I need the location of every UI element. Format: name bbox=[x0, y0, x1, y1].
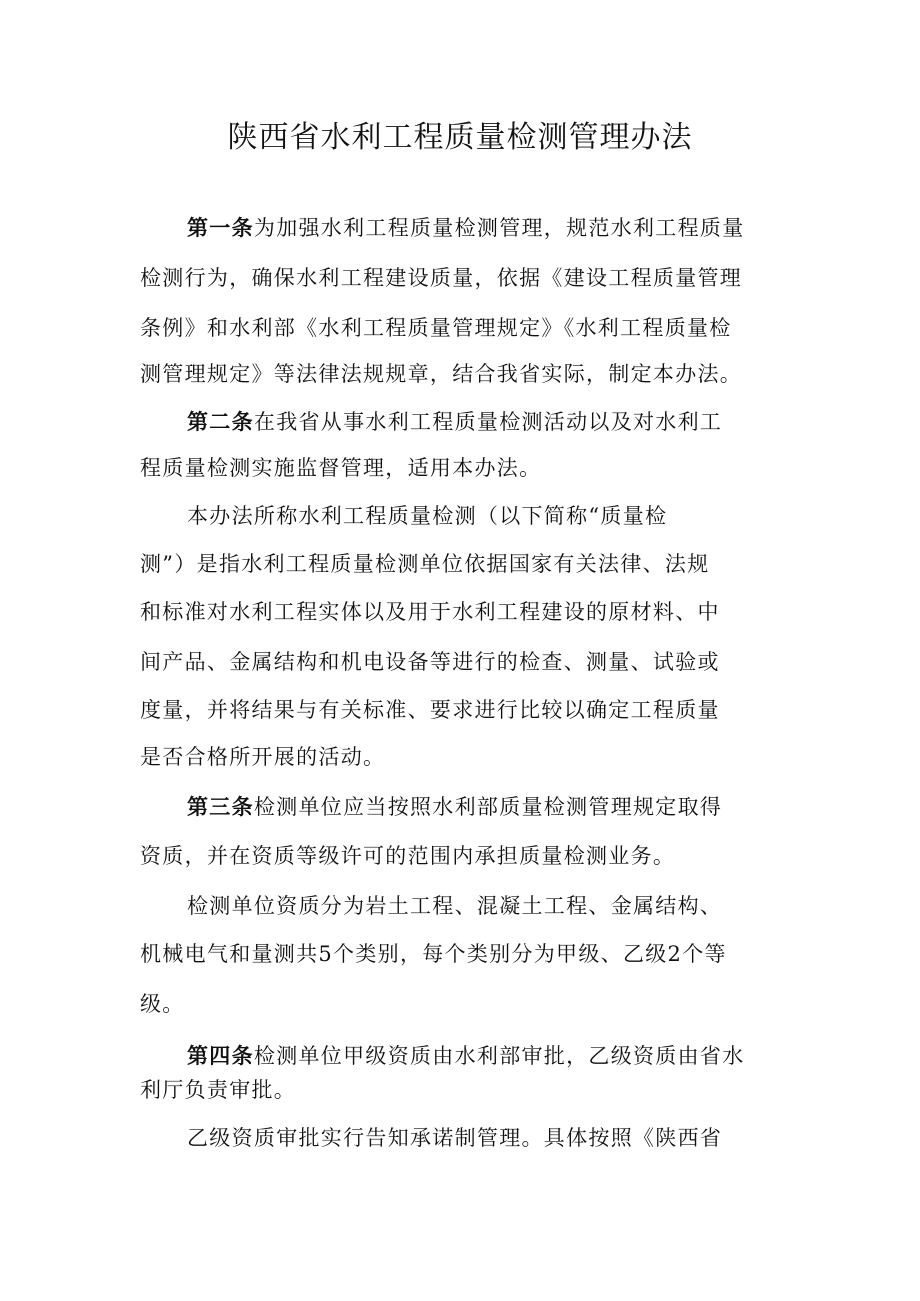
paragraph-line: 测”）是指水利工程质量检测单位依据国家有关法律、法规 bbox=[140, 552, 710, 576]
paragraph-line: 程质量检测实施监督管理，适用本办法。 bbox=[140, 456, 542, 480]
article-label: 第一条 bbox=[187, 216, 254, 240]
paragraph-line: 检测行为，确保水利工程建设质量，依据《建设工程质量管理 bbox=[140, 266, 743, 290]
line-text: 在我省从事水利工程质量检测活动以及对水利工 bbox=[253, 410, 723, 434]
paragraph-line bbox=[187, 1040, 780, 1072]
line-text: 检测单位甲级资质由水利部审批，乙级资质由省水 bbox=[253, 1044, 745, 1068]
paragraph-line: 测管理规定》等法律法规规章，结合我省实际，制定本办法。 bbox=[140, 362, 743, 386]
article-label: 第四条 bbox=[187, 1044, 254, 1068]
paragraph-line: 和标准对水利工程实体以及用于水利工程建设的原材料、中 bbox=[140, 600, 720, 624]
paragraph-line: 度量，并将结果与有关标准、要求进行比较以确定工程质量 bbox=[140, 698, 720, 722]
paragraph-line: 机械电气和量测共5个类别，每个类别分为甲级、乙级2个等 bbox=[140, 942, 727, 966]
line-text: 为加强水利工程质量检测管理，规范水利工程质量 bbox=[253, 216, 745, 240]
paragraph-line: 乙级资质审批实行告知承诺制管理。具体按照《陕西省 bbox=[187, 1126, 723, 1150]
document-title: 陕西省水利工程质量检测管理办法 bbox=[227, 120, 693, 155]
article-label: 第三条 bbox=[187, 795, 254, 819]
paragraph-line: 级。 bbox=[140, 992, 185, 1016]
line-text: 检测单位应当按照水利部质量检测管理规定取得 bbox=[253, 795, 723, 819]
paragraph-line: 本办法所称水利工程质量检测（以下简称“质量检 bbox=[187, 504, 668, 528]
paragraph-line: 间产品、金属结构和机电设备等进行的检查、测量、试验或 bbox=[140, 650, 720, 674]
paragraph-line: 资质，并在资质等级许可的范围内承担质量检测业务。 bbox=[140, 844, 676, 868]
paragraph-line: 是否合格所开展的活动。 bbox=[140, 745, 386, 769]
paragraph-line: 检测单位资质分为岩土工程、混凝土工程、金属结构、 bbox=[187, 894, 723, 918]
paragraph-line bbox=[187, 406, 780, 438]
paragraph-line: 利厅负责审批。 bbox=[140, 1078, 297, 1102]
paragraph-line bbox=[187, 791, 780, 823]
paragraph-line bbox=[187, 212, 780, 244]
paragraph-line: 条例》和水利部《水利工程质量管理规定》《水利工程质量检 bbox=[140, 316, 732, 340]
article-label: 第二条 bbox=[187, 410, 254, 434]
